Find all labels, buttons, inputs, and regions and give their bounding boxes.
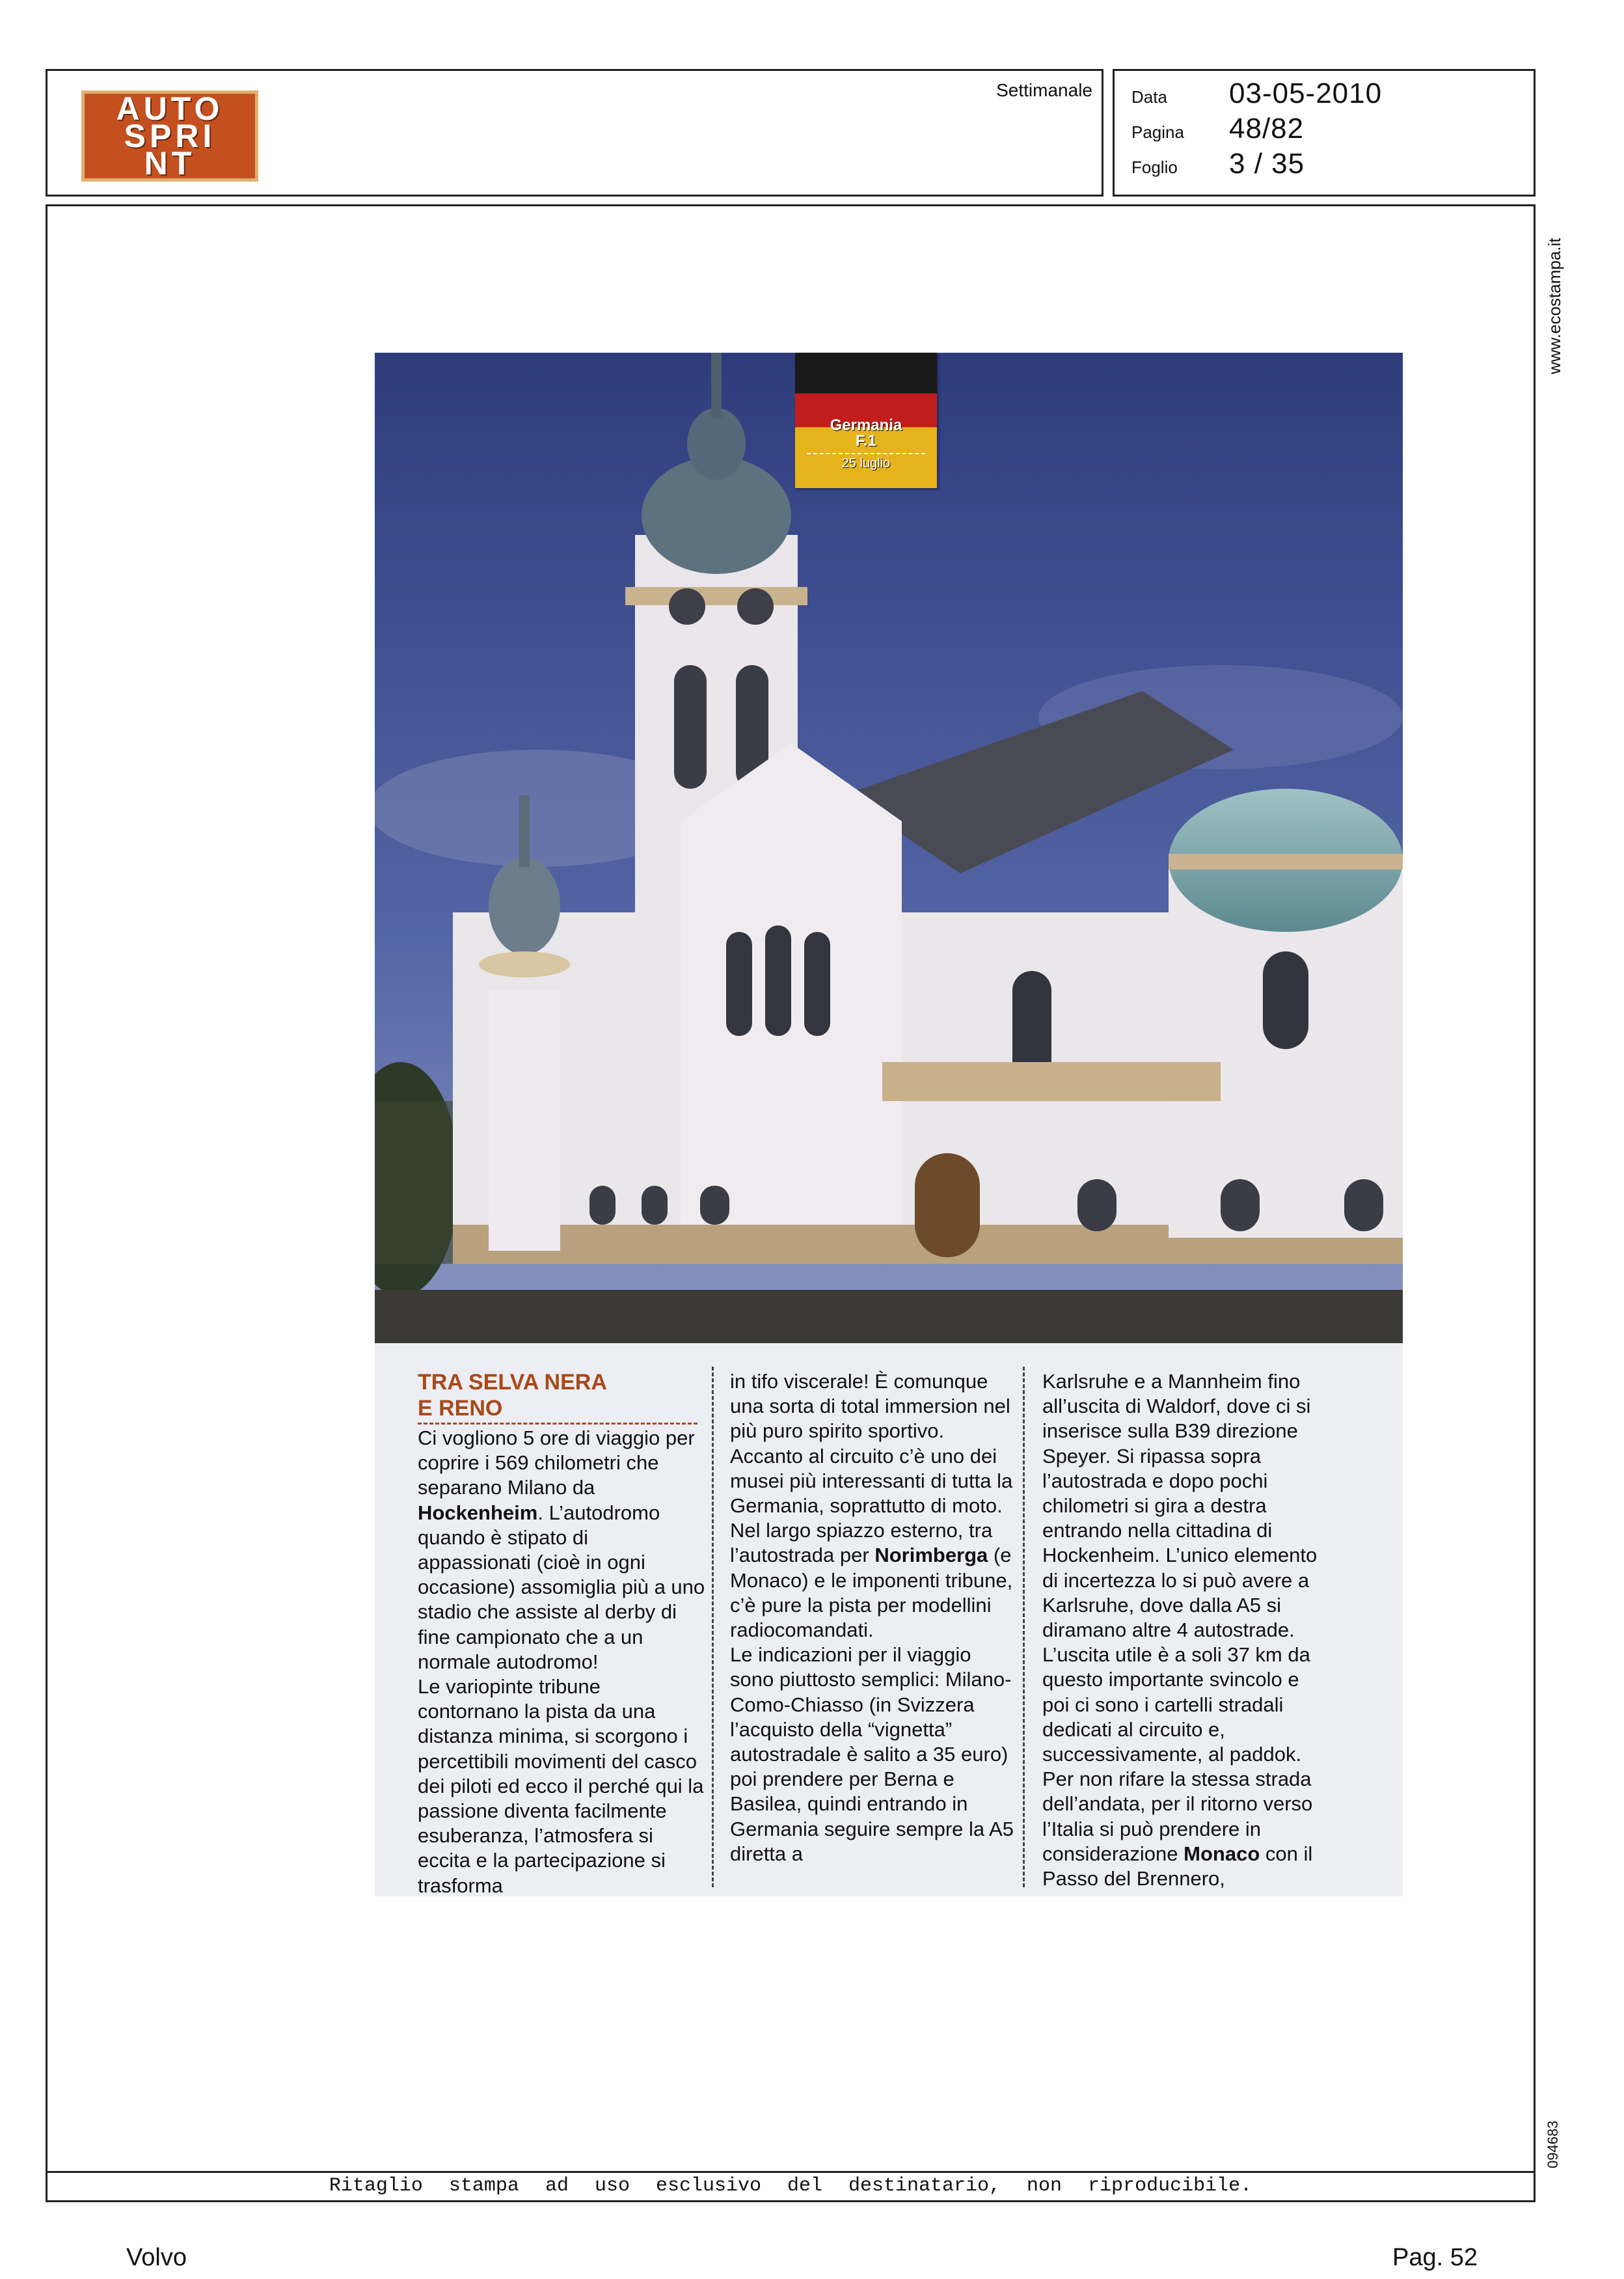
- badge-text: [807, 418, 925, 471]
- text-run: (e Monaco) e le imponenti tribune, c’è pure la pista per modellini radiocomandati.: [730, 1544, 1013, 1642]
- paragraph: [1042, 1369, 1330, 1891]
- article-column-2: [730, 1369, 1018, 1866]
- paragraph: [418, 1426, 705, 1674]
- article-heading: [418, 1369, 697, 1425]
- logo-line: AUTO: [116, 90, 224, 127]
- article-heading-line: E RENO: [418, 1396, 503, 1421]
- paragraph: [730, 1369, 1018, 1643]
- meta-value: 48/82: [1229, 113, 1305, 144]
- badge-event: F.1: [855, 432, 876, 450]
- church-photo: [375, 353, 1403, 1343]
- event-badge: [795, 353, 937, 488]
- copyright-disclaimer: Ritaglio stampa ad uso esclusivo del destinatario, non riproducibile.: [329, 2175, 1252, 2197]
- logo-line: NT: [144, 145, 196, 182]
- text-run: con il Passo del Brennero,: [1042, 1842, 1313, 1890]
- meta-value: 03-05-2010: [1229, 77, 1383, 109]
- side-url: www.ecostampa.it: [1545, 238, 1564, 374]
- meta-label: Foglio: [1131, 157, 1178, 177]
- periodicity-label: Settimanale: [996, 80, 1092, 100]
- text-run: Ci vogliono 5 ore di viaggio per coprire i 569 chilometri che separano Milano da: [418, 1426, 695, 1499]
- text-run: in tifo viscerale! È comunque una sorta di total immersion nel più puro spirito sportivo. Accanto al circuito c’è uno dei musei più interessanti di tutta la Germania, soprattutto di moto. Nel largo spiazzo esterno, tra l’autostrada per: [730, 1370, 1013, 1567]
- column-separator: [1023, 1367, 1025, 1887]
- header-source-box: [46, 69, 1103, 197]
- paragraph: Le indicazioni per il viaggio sono piuttosto semplici: Milano-Como-Chiasso (in Svizzera l’acquisto della “vignetta” autostradale è salito a 35 euro) poi prendere per Berna e Basilea, quindi entrando in Germania seguire sempre la A5 diretta a: [730, 1643, 1014, 1865]
- meta-row-sheet: [1131, 148, 1305, 180]
- meta-row-date: [1131, 77, 1382, 110]
- side-id: 094683: [1545, 2120, 1561, 2168]
- column-separator: [712, 1367, 714, 1887]
- footer-divider: [46, 2171, 1536, 2173]
- meta-label: Pagina: [1131, 122, 1184, 142]
- meta-label: Data: [1131, 87, 1167, 107]
- place-name: Monaco: [1184, 1842, 1260, 1865]
- header-meta-box: [1113, 69, 1536, 197]
- page-number: Pag. 52: [1392, 2244, 1478, 2271]
- place-name: Norimberga: [874, 1544, 988, 1567]
- article-column-1: [418, 1369, 705, 1898]
- text-run: Karlsruhe e a Mannheim fino all’uscita di Waldorf, dove ci si inserisce sulla B39 direzione Speyer. Si ripassa sopra l’autostrada e dopo pochi chilometri si gira a destra entrando nella cittadina di Hockenheim. L’unico elemento di incertezza lo si può avere a Karlsruhe, dove dalla A5 si diramano altre 4 autostrade. L’uscita utile è a soli 37 km da questo importante svincolo e poi ci sono i cartelli stradali dedicati al circuito e, successivamente, al paddok. Per non rifare la stessa strada dell’andata, per il ritorno verso l’Italia si può prendere in considerazione: [1042, 1370, 1318, 1865]
- text-run: . L’autodromo quando è stipato di appassionati (cioè in ogni occasione) assomiglia più a uno stadio che assiste al derby di fine campionato che a un normale autodromo!: [418, 1501, 705, 1673]
- logo-line: SPRI: [124, 118, 216, 154]
- place-name: Hockenheim: [418, 1501, 538, 1524]
- paragraph: Le variopinte tribune contornano la pista da una distanza minima, si scorgono i percettibili movimenti del casco dei piloti ed ecco il perché qui la passione diventa facilmente esuberanza, l’atmosfera si eccita e la partecipazione si trasforma: [418, 1675, 704, 1897]
- article-heading-line: TRA SELVA NERA: [418, 1370, 607, 1395]
- autosprint-logo: [81, 90, 258, 182]
- meta-row-page: [1131, 113, 1304, 145]
- badge-date: 25 luglio: [807, 453, 925, 471]
- article-column-3: [1042, 1369, 1330, 1891]
- client-name: Volvo: [126, 2244, 187, 2271]
- meta-value: 3 / 35: [1229, 148, 1305, 180]
- badge-country: Germania: [830, 416, 902, 434]
